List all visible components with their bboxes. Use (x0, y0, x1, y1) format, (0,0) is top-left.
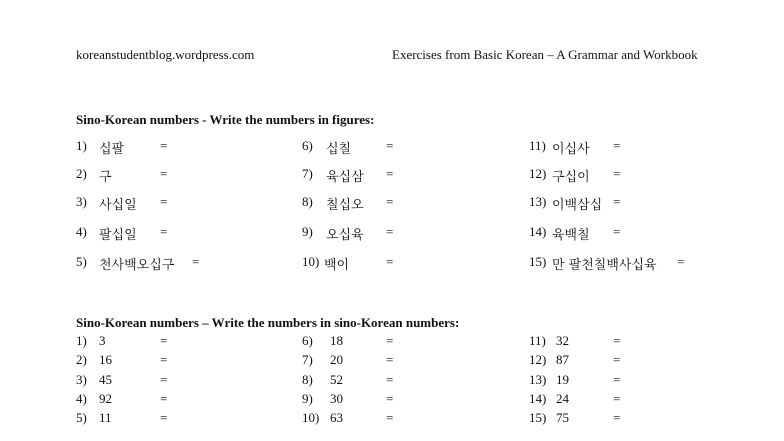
korean-number-term: 이십사 (552, 142, 590, 157)
equals-sign: = (160, 138, 168, 153)
korean-number-term: 백이 (324, 258, 350, 273)
exercise-number: 2) (76, 166, 87, 181)
korean-number-term: 구십이 (552, 170, 590, 185)
korean-number-term: 십칠 (326, 142, 352, 157)
exercise-number: 11) (529, 333, 546, 348)
equals-sign: = (386, 333, 394, 348)
equals-sign: = (613, 410, 621, 425)
exercise-number: 11) (529, 138, 546, 153)
exercise-number: 9) (302, 224, 313, 239)
equals-sign: = (160, 391, 168, 406)
korean-number-term: 오십육 (326, 228, 364, 243)
korean-number-term: 이백삼십 (552, 198, 603, 213)
exercise-number: 15) (529, 254, 547, 269)
equals-sign: = (160, 194, 168, 209)
equals-sign: = (386, 138, 394, 153)
exercise-number: 1) (76, 333, 87, 348)
arabic-number: 20 (330, 352, 343, 367)
exercise-number: 5) (76, 254, 87, 269)
equals-sign: = (386, 410, 394, 425)
arabic-number: 52 (330, 372, 343, 387)
equals-sign: = (613, 138, 621, 153)
exercise-number: 7) (302, 352, 313, 367)
arabic-number: 75 (556, 410, 569, 425)
equals-sign: = (613, 194, 621, 209)
arabic-number: 19 (556, 372, 569, 387)
equals-sign: = (613, 391, 621, 406)
equals-sign: = (160, 410, 168, 425)
equals-sign: = (160, 166, 168, 181)
equals-sign: = (386, 254, 394, 269)
exercise-number: 4) (76, 391, 87, 406)
arabic-number: 87 (556, 352, 569, 367)
korean-number-term: 만 팔천칠백사십육 (552, 258, 657, 273)
arabic-number: 63 (330, 410, 343, 425)
equals-sign: = (160, 372, 168, 387)
korean-number-term: 칠십오 (326, 198, 364, 213)
equals-sign: = (677, 254, 685, 269)
equals-sign: = (386, 166, 394, 181)
equals-sign: = (386, 391, 394, 406)
exercise-number: 13) (529, 372, 547, 387)
korean-number-term: 구 (99, 170, 112, 185)
exercise-number: 12) (529, 352, 547, 367)
header-source-title: Exercises from Basic Korean – A Grammar and Workbook (392, 47, 698, 62)
equals-sign: = (386, 194, 394, 209)
exercise-number: 15) (529, 410, 547, 425)
exercise-number: 3) (76, 194, 87, 209)
exercise-number: 8) (302, 372, 313, 387)
exercise-number: 8) (302, 194, 313, 209)
section-1-title: Sino-Korean numbers - Write the numbers in figures: (76, 112, 375, 127)
korean-number-term: 천사백오십구 (99, 258, 175, 273)
equals-sign: = (160, 224, 168, 239)
korean-number-term: 팔십일 (99, 228, 137, 243)
arabic-number: 16 (99, 352, 112, 367)
arabic-number: 30 (330, 391, 343, 406)
exercise-number: 14) (529, 224, 547, 239)
korean-number-term: 육백칠 (552, 228, 590, 243)
korean-number-term: 사십일 (99, 198, 137, 213)
exercise-number: 10) (302, 254, 320, 269)
exercise-number: 6) (302, 138, 313, 153)
section-2-title: Sino-Korean numbers – Write the numbers in sino-Korean numbers: (76, 315, 460, 330)
equals-sign: = (192, 254, 200, 269)
arabic-number: 92 (99, 391, 112, 406)
arabic-number: 32 (556, 333, 569, 348)
equals-sign: = (386, 372, 394, 387)
exercise-number: 7) (302, 166, 313, 181)
exercise-number: 10) (302, 410, 320, 425)
arabic-number: 45 (99, 372, 112, 387)
exercise-number: 5) (76, 410, 87, 425)
exercise-number: 4) (76, 224, 87, 239)
equals-sign: = (613, 333, 621, 348)
exercise-number: 13) (529, 194, 547, 209)
exercise-number: 14) (529, 391, 547, 406)
exercise-number: 3) (76, 372, 87, 387)
korean-number-term: 육십삼 (326, 170, 364, 185)
exercise-number: 1) (76, 138, 87, 153)
exercise-number: 6) (302, 333, 313, 348)
equals-sign: = (613, 224, 621, 239)
header-site-url: koreanstudentblog.wordpress.com (76, 47, 255, 62)
equals-sign: = (160, 352, 168, 367)
exercise-number: 9) (302, 391, 313, 406)
exercise-number: 2) (76, 352, 87, 367)
equals-sign: = (613, 166, 621, 181)
equals-sign: = (613, 372, 621, 387)
equals-sign: = (386, 224, 394, 239)
arabic-number: 18 (330, 333, 343, 348)
arabic-number: 3 (99, 333, 106, 348)
equals-sign: = (386, 352, 394, 367)
equals-sign: = (613, 352, 621, 367)
equals-sign: = (160, 333, 168, 348)
arabic-number: 24 (556, 391, 569, 406)
arabic-number: 11 (99, 410, 112, 425)
korean-number-term: 십팔 (99, 142, 125, 157)
exercise-number: 12) (529, 166, 547, 181)
